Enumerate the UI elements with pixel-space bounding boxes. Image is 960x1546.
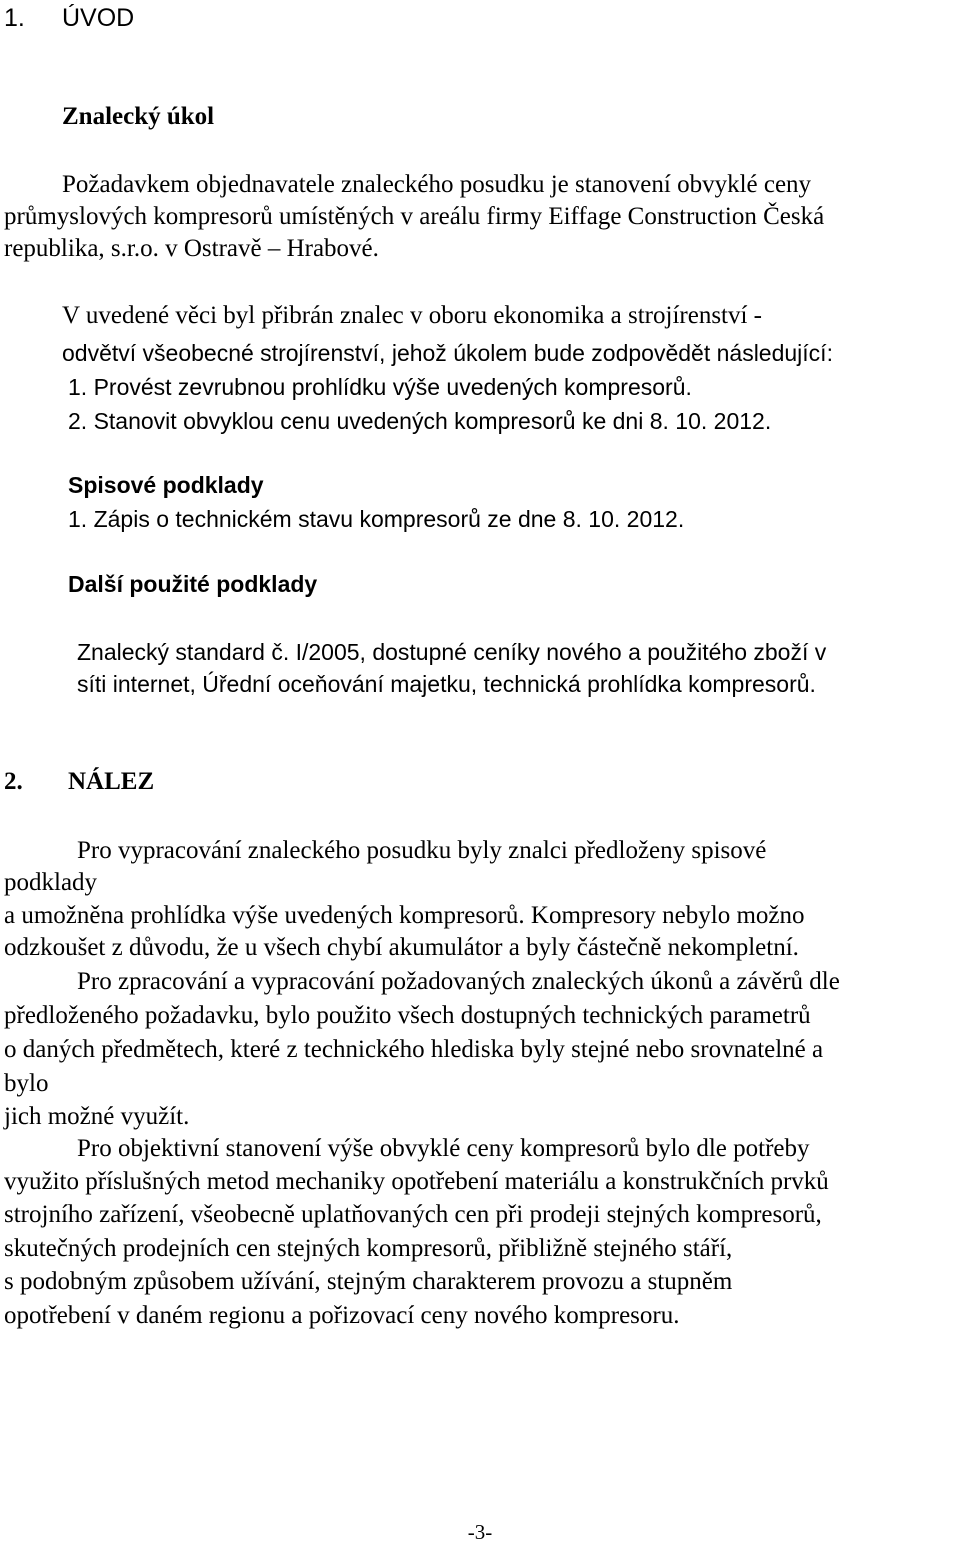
text-line: využito příslušných metod mechaniky opotřebení materiálu a konstrukčních prvků [4, 1168, 829, 1195]
subheading-znalecky-ukol: Znalecký úkol [62, 103, 215, 130]
text-line: s podobným způsobem užívání, stejným charakterem provozu a stupněm [4, 1268, 733, 1295]
text-line: opotřebení v daném regionu a pořizovací ceny nového kompresoru. [4, 1302, 680, 1329]
text-line: Znalecký standard č. I/2005, dostupné ceníky nového a použitého zboží v [77, 639, 827, 665]
subheading-spisove-podklady: Spisové podklady [68, 472, 264, 498]
text-line: Pro vypracování znaleckého posudku byly znalci předloženy spisové [77, 837, 767, 864]
text-line: předloženého požadavku, bylo použito všech dostupných technických parametrů [4, 1002, 811, 1029]
section-1-number: 1. [4, 4, 25, 32]
page-number: -3- [467, 1520, 493, 1544]
text-line: o daných předmětech, které z technického hlediska byly stejné nebo srovnatelné a [4, 1036, 824, 1063]
section-2-title: NÁLEZ [68, 768, 155, 795]
text-line: strojního zařízení, všeobecně uplatňovaných cen při prodeji stejných kompresorů, [4, 1201, 822, 1228]
section-1-title: ÚVOD [62, 4, 135, 32]
list-item: 1. Provést zevrubnou prohlídku výše uvedených kompresorů. [68, 374, 692, 400]
text-line: průmyslových kompresorů umístěných v areálu firmy Eiffage Construction Česká [4, 203, 825, 230]
subheading-dalsi-podklady: Další použité podklady [68, 571, 318, 597]
text-line: síti internet, Úřední oceňování majetku, technická prohlídka kompresorů. [77, 671, 816, 697]
text-line: odvětví všeobecné strojírenství, jehož úkolem bude zodpovědět následující: [62, 340, 833, 366]
text-line: Pro objektivní stanovení výše obvyklé ceny kompresorů bylo dle potřeby [77, 1135, 810, 1162]
text-line: podklady [4, 869, 98, 896]
section-2-number: 2. [4, 768, 23, 795]
text-line: a umožněna prohlídka výše uvedených kompresorů. Kompresory nebylo možno [4, 902, 805, 929]
list-item: 2. Stanovit obvyklou cenu uvedených kompresorů ke dni 8. 10. 2012. [68, 408, 772, 434]
text-line: jich možné využít. [4, 1103, 190, 1130]
text-line: republika, s.r.o. v Ostravě – Hrabové. [4, 235, 379, 262]
text-line: V uvedené věci byl přibrán znalec v oboru ekonomika a strojírenství - [62, 302, 763, 329]
text-line: odzkoušet z důvodu, že u všech chybí akumulátor a byly částečně nekompletní. [4, 934, 799, 961]
text-line: skutečných prodejních cen stejných kompresorů, přibližně stejného stáří, [4, 1235, 733, 1262]
text-line: bylo [4, 1070, 49, 1097]
list-item: 1. Zápis o technickém stavu kompresorů ze dne 8. 10. 2012. [68, 506, 685, 532]
text-line: Požadavkem objednavatele znaleckého posudku je stanovení obvyklé ceny [62, 171, 812, 198]
text-line: Pro zpracování a vypracování požadovaných znaleckých úkonů a závěrů dle [77, 968, 840, 995]
